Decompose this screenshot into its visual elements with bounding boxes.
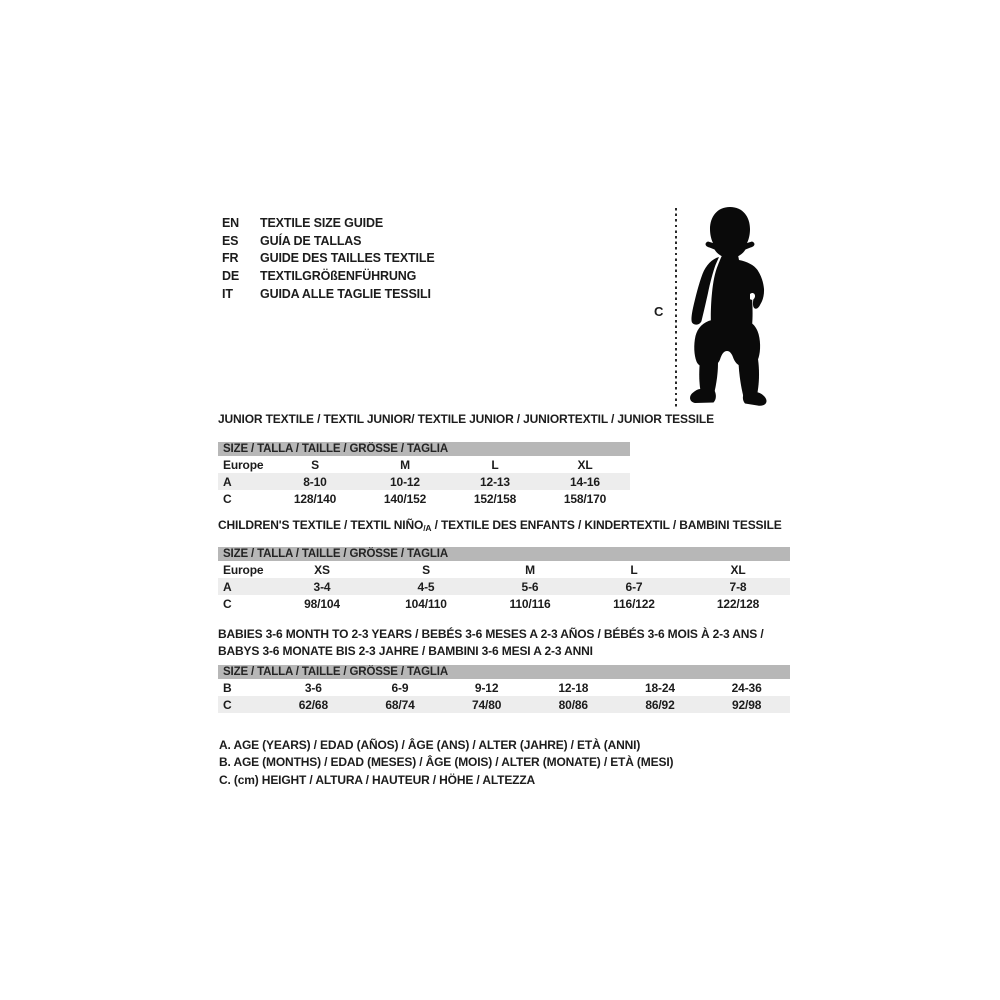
table-row [218, 578, 790, 595]
cell: 86/92 [645, 697, 675, 712]
cell: 62/68 [298, 697, 328, 712]
junior-table-title: JUNIOR TEXTILE / TEXTIL JUNIOR/ TEXTILE JUNIOR / JUNIORTEXTIL / JUNIOR TESSILE [218, 412, 714, 426]
legend-line-b: B. AGE (MONTHS) / EDAD (MESES) / ÂGE (MOIS) / ALTER (MONATE) / ETÀ (MESI) [219, 755, 674, 770]
toddler-silhouette-icon [686, 204, 776, 410]
language-label: TEXTILGRÖßENFÜHRUNG [260, 269, 417, 284]
cell: XS [314, 562, 330, 577]
cell: 8-10 [303, 474, 327, 489]
height-measure-label: C [654, 304, 664, 319]
cell: 6-9 [391, 680, 409, 695]
cell: 74/80 [472, 697, 502, 712]
cell: 3-4 [313, 579, 331, 594]
cell: 5-6 [521, 579, 539, 594]
cell: 122/128 [716, 596, 760, 611]
cell: 92/98 [732, 697, 762, 712]
row-label: A [223, 474, 232, 489]
cell: L [491, 457, 499, 472]
language-row-fr [222, 250, 435, 268]
row-label: C [223, 596, 232, 611]
language-code: EN [222, 216, 240, 230]
table-row [218, 696, 790, 713]
cell: XL [577, 457, 593, 472]
cell: 128/140 [293, 491, 337, 506]
language-label: GUIDA ALLE TAGLIE TESSILI [260, 286, 431, 301]
table-row [218, 456, 630, 473]
language-code: FR [222, 251, 239, 266]
children-title-main: CHILDREN'S TEXTILE / TEXTIL NIÑO [218, 518, 424, 532]
cell: 9-12 [474, 680, 499, 695]
legend-line-a: A. AGE (YEARS) / EDAD (AÑOS) / ÂGE (ANS) / ALTER (JAHRE) / ETÀ (ANNI) [219, 738, 641, 752]
table-row [218, 490, 630, 507]
babies-size-header: SIZE / TALLA / TAILLE / GRÖSSE / TAGLIA [218, 665, 790, 679]
cell: 18-24 [644, 680, 675, 695]
row-label: Europe [223, 457, 264, 472]
cell: 3-6 [304, 680, 322, 695]
cell: 12-18 [558, 680, 589, 695]
language-code: ES [222, 233, 239, 248]
children-size-header: SIZE / TALLA / TAILLE / GRÖSSE / TAGLIA [218, 547, 790, 561]
cell: 68/74 [385, 697, 415, 712]
cell: 104/110 [405, 596, 447, 611]
cell: 12-13 [480, 474, 510, 489]
cell: 140/152 [383, 491, 427, 506]
language-label: GUÍA DE TALLAS [260, 233, 362, 248]
cell: M [400, 457, 410, 472]
cell: 4-5 [417, 579, 435, 594]
children-table-title [218, 518, 782, 533]
table-row [218, 595, 790, 612]
junior-size-header: SIZE / TALLA / TAILLE / GRÖSSE / TAGLIA [218, 442, 630, 456]
size-table-children [218, 561, 790, 612]
language-label: TEXTILE SIZE GUIDE [260, 216, 384, 230]
babies-title-line2: BABYS 3-6 MONATE BIS 2-3 JAHRE / BAMBINI 3-6 MESI A 2-3 ANNI [218, 643, 593, 658]
language-list [222, 215, 435, 304]
babies-title-line1: BABIES 3-6 MONTH TO 2-3 YEARS / BEBÉS 3-6 MESES A 2-3 AÑOS / BÉBÉS 3-6 MOIS À 2-3 ANS / [218, 627, 764, 641]
cell: L [630, 562, 638, 577]
measure-legend [219, 737, 673, 789]
legend-line-c: C. (cm) HEIGHT / ALTURA / HAUTEUR / HÖHE / ALTEZZA [219, 772, 536, 787]
cell: 98/104 [304, 596, 340, 611]
children-title-rest: / TEXTILE DES ENFANTS / KINDERTEXTIL / BAMBINI TESSILE [431, 518, 782, 532]
cell: 6-7 [625, 579, 643, 594]
children-title-subscript: /A [423, 523, 432, 533]
cell: 116/122 [613, 596, 655, 611]
language-code: DE [222, 269, 240, 284]
language-row-es [222, 233, 435, 251]
cell: 152/158 [473, 491, 517, 506]
row-label: B [223, 680, 232, 695]
cell: 110/116 [509, 596, 551, 611]
cell: S [422, 562, 430, 577]
cell: XL [730, 562, 746, 577]
cell: 10-12 [390, 474, 420, 489]
row-label: Europe [223, 562, 264, 577]
row-label: A [223, 579, 232, 594]
babies-table-title [218, 626, 764, 659]
row-label: C [223, 491, 232, 506]
cell: 158/170 [563, 491, 607, 506]
language-row-de [222, 268, 435, 286]
size-table-babies [218, 679, 790, 713]
height-dashed-line [675, 208, 677, 409]
row-label: C [223, 697, 232, 712]
cell: 24-36 [731, 680, 762, 695]
cell: 80/86 [558, 697, 588, 712]
cell: S [311, 457, 319, 472]
size-table-junior [218, 456, 630, 507]
language-code: IT [222, 286, 233, 301]
language-label: GUIDE DES TAILLES TEXTILE [260, 251, 435, 266]
table-row [218, 679, 790, 696]
cell: 14-16 [570, 474, 600, 489]
cell: M [525, 562, 535, 577]
language-row-it [222, 286, 435, 304]
language-row-en [222, 215, 435, 233]
table-row [218, 473, 630, 490]
table-row [218, 561, 790, 578]
cell: 7-8 [729, 579, 747, 594]
